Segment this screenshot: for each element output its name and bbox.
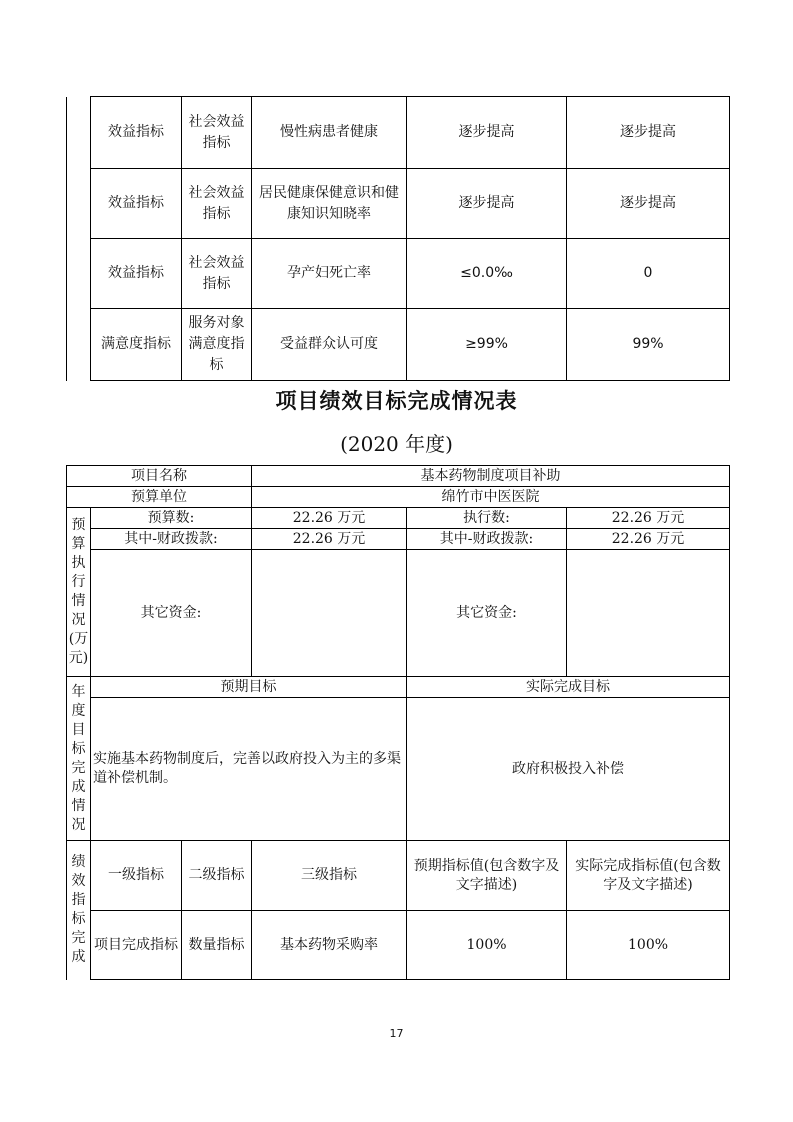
level2-cell: 社会效益指标 [182, 97, 252, 169]
budget-unit-label: 预算单位 [67, 487, 252, 508]
performance-table [66, 465, 730, 980]
performance-side-label: 绩 效 指 标 完 成 [67, 841, 91, 980]
table-row [67, 550, 730, 677]
table-row [67, 529, 730, 550]
actual-goal-header: 实际完成目标 [407, 677, 730, 698]
level2-header: 二级指标 [182, 841, 252, 911]
merged-side-cell [67, 239, 91, 309]
level2-cell: 社会效益指标 [182, 169, 252, 239]
table-row [67, 169, 730, 239]
fiscal-execution-value: 22.26 万元 [567, 529, 730, 550]
table-row [67, 97, 730, 169]
fiscal-allocation-value: 22.26 万元 [252, 529, 407, 550]
level3-cell: 受益群众认可度 [252, 309, 407, 381]
merged-side-cell [67, 169, 91, 239]
table-row [67, 841, 730, 911]
project-name-value: 基本药物制度项目补助 [252, 466, 730, 487]
level3-cell: 居民健康保健意识和健康知识知晓率 [252, 169, 407, 239]
level3-cell: 基本药物采购率 [252, 911, 407, 980]
table-row [67, 677, 730, 698]
expected-value-cell: ≤0.0‰ [407, 239, 567, 309]
table-row [67, 487, 730, 508]
other-funds-label: 其它资金: [91, 550, 252, 677]
page-title: 项目绩效目标完成情况表 [275, 389, 518, 413]
actual-value-cell: 99% [567, 309, 730, 381]
table-row [67, 309, 730, 381]
budget-execution-side-label: 预 算 执 行 情 况 (万 元) [67, 508, 91, 677]
actual-value-cell: 0 [567, 239, 730, 309]
actual-indicator-header: 实际完成指标值(包含数字及文字描述) [567, 841, 730, 911]
expected-value-cell: 100% [407, 911, 567, 980]
level1-cell: 满意度指标 [91, 309, 182, 381]
actual-value-cell: 逐步提高 [567, 169, 730, 239]
level2-cell: 服务对象满意度指标 [182, 309, 252, 381]
page-subtitle: (2020 年度) [340, 432, 453, 456]
execution-amount-value: 22.26 万元 [567, 508, 730, 529]
table-row [67, 698, 730, 841]
merged-side-cell [67, 309, 91, 381]
level1-cell: 效益指标 [91, 169, 182, 239]
table-row [67, 508, 730, 529]
indicator-continuation-table [66, 96, 730, 381]
level2-cell: 数量指标 [182, 911, 252, 980]
actual-goal-text: 政府积极投入补偿 [407, 698, 730, 841]
other-funds-execution-label: 其它资金: [407, 550, 567, 677]
expected-value-cell: ≥99% [407, 309, 567, 381]
other-funds-value [252, 550, 407, 677]
level3-cell: 慢性病患者健康 [252, 97, 407, 169]
merged-side-cell [67, 97, 91, 169]
page-number: 17 [389, 1027, 404, 1040]
expected-value-cell: 逐步提高 [407, 169, 567, 239]
level3-cell: 孕产妇死亡率 [252, 239, 407, 309]
fiscal-allocation-label: 其中-财政拨款: [91, 529, 252, 550]
expected-indicator-header: 预期指标值(包含数字及文字描述) [407, 841, 567, 911]
level1-cell: 效益指标 [91, 239, 182, 309]
project-name-label: 项目名称 [67, 466, 252, 487]
level1-cell: 项目完成指标 [91, 911, 182, 980]
table-row [67, 239, 730, 309]
table-row [67, 466, 730, 487]
level1-cell: 效益指标 [91, 97, 182, 169]
level1-header: 一级指标 [91, 841, 182, 911]
budget-unit-value: 绵竹市中医医院 [252, 487, 730, 508]
budget-amount-label: 预算数: [91, 508, 252, 529]
budget-amount-value: 22.26 万元 [252, 508, 407, 529]
level2-cell: 社会效益指标 [182, 239, 252, 309]
level3-header: 三级指标 [252, 841, 407, 911]
annual-goal-side-label: 年 度 目 标 完 成 情 况 [67, 677, 91, 841]
expected-goal-text: 实施基本药物制度后，完善以政府投入为主的多渠道补偿机制。 [91, 698, 407, 841]
fiscal-execution-label: 其中-财政拨款: [407, 529, 567, 550]
other-funds-execution-value [567, 550, 730, 677]
actual-value-cell: 100% [567, 911, 730, 980]
actual-value-cell: 逐步提高 [567, 97, 730, 169]
expected-goal-header: 预期目标 [91, 677, 407, 698]
execution-amount-label: 执行数: [407, 508, 567, 529]
table-row [67, 911, 730, 980]
expected-value-cell: 逐步提高 [407, 97, 567, 169]
